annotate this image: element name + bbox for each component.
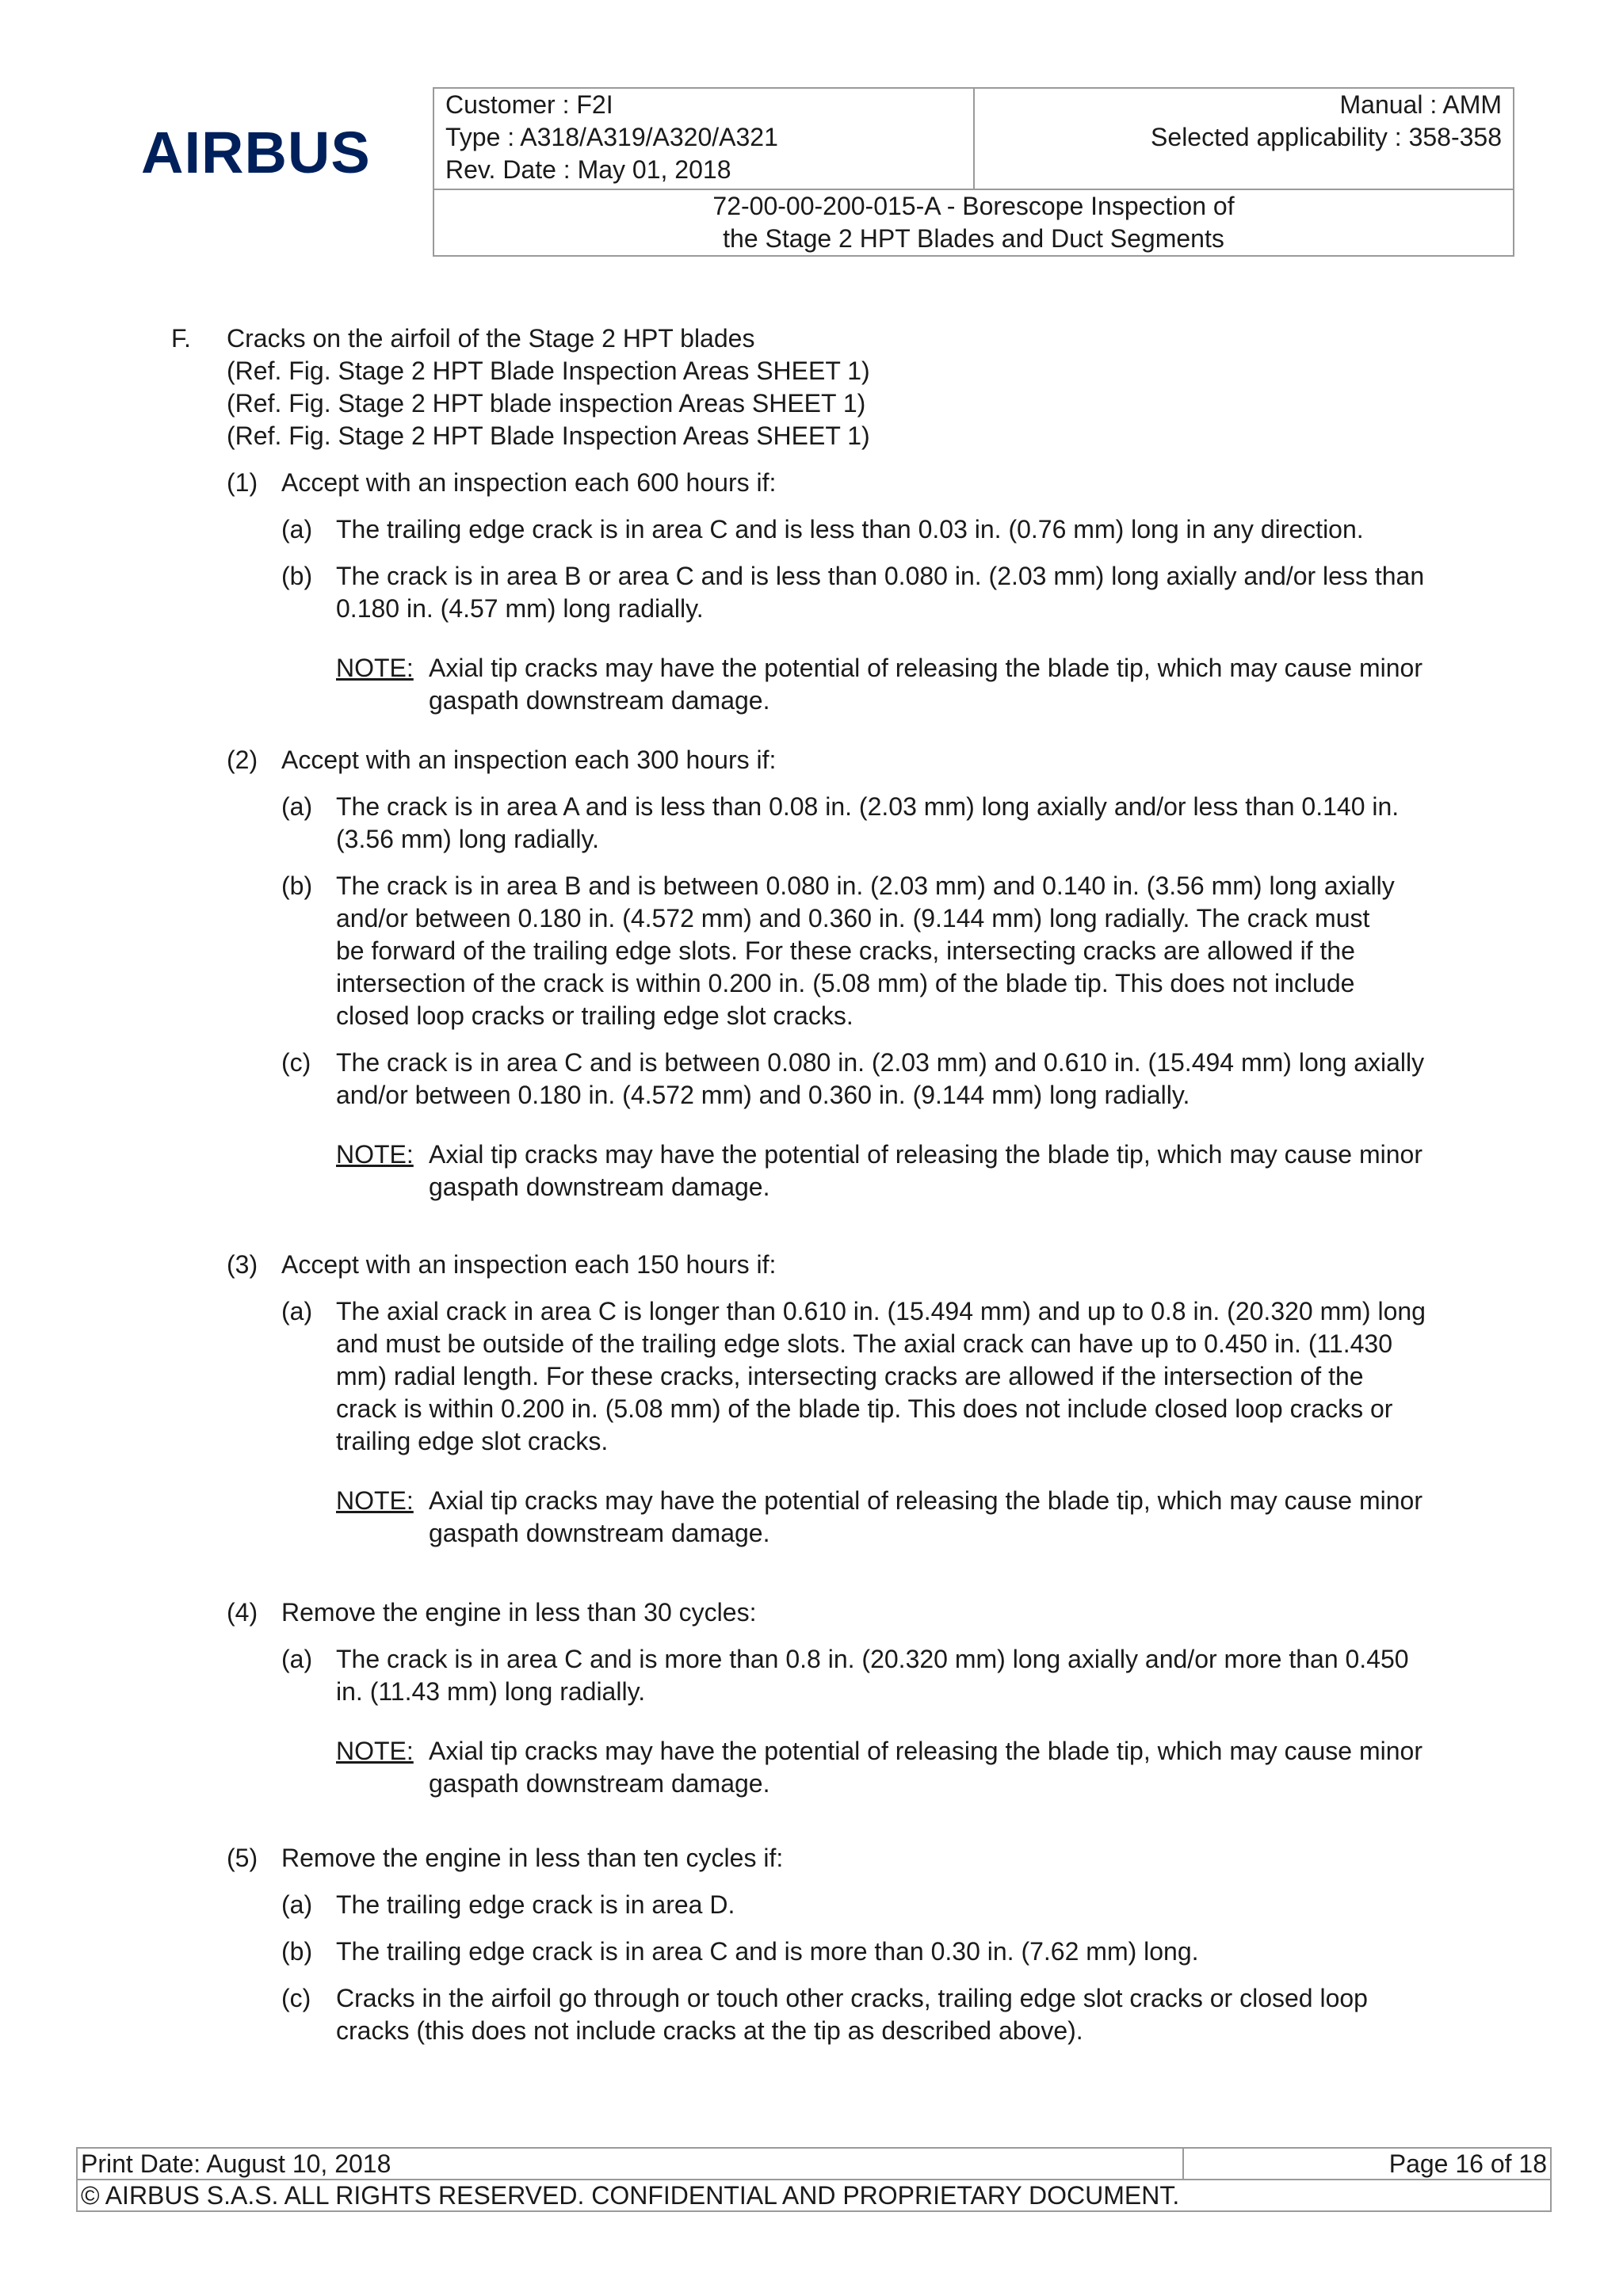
item-text: Remove the engine in less than 30 cycles: (281, 1598, 757, 1627)
subitem-text: and/or between 0.180 in. (4.572 mm) and 0.360 in. (9.144 mm) long radially. The crack must (336, 904, 1370, 933)
item-text: Accept with an inspection each 150 hours if: (281, 1250, 777, 1279)
section-ref: (Ref. Fig. Stage 2 HPT blade inspection Areas SHEET 1) (227, 389, 866, 418)
header-type: Type : A318/A319/A320/A321 (445, 123, 778, 151)
subitem-number: (b) (281, 1937, 313, 1966)
item-number: (3) (227, 1250, 258, 1279)
subitem-number: (a) (281, 792, 313, 821)
note-label: NOTE: (336, 1140, 414, 1169)
header-customer: Customer : F2I (445, 90, 613, 119)
footer-print-date: Print Date: August 10, 2018 (76, 2147, 1184, 2180)
item-number: (2) (227, 746, 258, 774)
section-ref: (Ref. Fig. Stage 2 HPT Blade Inspection Areas SHEET 1) (227, 357, 870, 385)
note-text: Axial tip cracks may have the potential of releasing the blade tip, which may cause minor (429, 1140, 1423, 1169)
header-applicability: Selected applicability : 358-358 (1151, 123, 1502, 151)
header-task-line1: 72-00-00-200-015-A - Borescope Inspection of (712, 192, 1235, 220)
airbus-logo: AIRBUS (141, 120, 371, 185)
header-rev-date: Rev. Date : May 01, 2018 (445, 155, 731, 184)
footer-page-number: Page 16 of 18 (1182, 2147, 1552, 2180)
item-number: (1) (227, 468, 258, 497)
section-title: Cracks on the airfoil of the Stage 2 HPT blades (227, 324, 755, 353)
subitem-text: in. (11.43 mm) long radially. (336, 1677, 646, 1706)
item-number: (5) (227, 1844, 258, 1872)
subitem-text: and must be outside of the trailing edge slots. The axial crack can have up to 0.450 in. (11.430 (336, 1329, 1392, 1358)
item-number: (4) (227, 1598, 258, 1627)
subitem-number: (b) (281, 562, 313, 590)
item-text: Accept with an inspection each 300 hours if: (281, 746, 777, 774)
header-manual-cell (973, 87, 1514, 190)
section-ref: (Ref. Fig. Stage 2 HPT Blade Inspection Areas SHEET 1) (227, 421, 870, 450)
subitem-text: (3.56 mm) long radially. (336, 825, 599, 853)
note-text: gaspath downstream damage. (429, 686, 770, 715)
subitem-text: crack is within 0.200 in. (5.08 mm) of the blade tip. This does not include closed loop cracks or (336, 1394, 1393, 1423)
note-label: NOTE: (336, 1486, 414, 1515)
note-text: gaspath downstream damage. (429, 1519, 770, 1547)
subitem-text: be forward of the trailing edge slots. For these cracks, intersecting cracks are allowed if the (336, 936, 1355, 965)
subitem-number: (a) (281, 515, 313, 543)
item-text: Remove the engine in less than ten cycles if: (281, 1844, 784, 1872)
subitem-text: closed loop cracks or trailing edge slot cracks. (336, 1001, 854, 1030)
subitem-text: The crack is in area B and is between 0.080 in. (2.03 mm) and 0.140 in. (3.56 mm) long axially (336, 871, 1395, 900)
subitem-text: mm) radial length. For these cracks, intersecting cracks are allowed if the intersection of the (336, 1362, 1364, 1390)
subitem-text: 0.180 in. (4.57 mm) long radially. (336, 594, 704, 623)
note-text: gaspath downstream damage. (429, 1769, 770, 1798)
subitem-text: The trailing edge crack is in area C and is more than 0.30 in. (7.62 mm) long. (336, 1937, 1199, 1966)
subitem-text: cracks (this does not include cracks at the tip as described above). (336, 2016, 1083, 2045)
subitem-text: The crack is in area C and is more than 0.8 in. (20.320 mm) long axially and/or more than 0.450 (336, 1645, 1409, 1673)
note-text: Axial tip cracks may have the potential of releasing the blade tip, which may cause minor (429, 1486, 1423, 1515)
subitem-number: (b) (281, 871, 313, 900)
subitem-text: The trailing edge crack is in area D. (336, 1890, 735, 1919)
subitem-number: (a) (281, 1645, 313, 1673)
subitem-text: intersection of the crack is within 0.200 in. (5.08 mm) of the blade tip. This does not include (336, 969, 1355, 997)
header-task-line2: the Stage 2 HPT Blades and Duct Segments (723, 224, 1224, 253)
subitem-number: (c) (281, 1984, 311, 2012)
subitem-text: and/or between 0.180 in. (4.572 mm) and 0.360 in. (9.144 mm) long radially. (336, 1081, 1190, 1109)
header-customer-cell (433, 87, 975, 190)
note-text: gaspath downstream damage. (429, 1173, 770, 1201)
subitem-text: The crack is in area A and is less than 0.08 in. (2.03 mm) long axially and/or less than 0.140 in. (336, 792, 1400, 821)
subitem-text: The crack is in area C and is between 0.080 in. (2.03 mm) and 0.610 in. (15.494 mm) long axially (336, 1048, 1425, 1077)
note-label: NOTE: (336, 1737, 414, 1765)
subitem-text: The crack is in area B or area C and is less than 0.080 in. (2.03 mm) long axially and/or less than (336, 562, 1425, 590)
subitem-number: (a) (281, 1297, 313, 1325)
subitem-text: Cracks in the airfoil go through or touch other cracks, trailing edge slot cracks or closed loop (336, 1984, 1368, 2012)
subitem-text: The trailing edge crack is in area C and is less than 0.03 in. (0.76 mm) long in any direction. (336, 515, 1364, 543)
note-text: Axial tip cracks may have the potential of releasing the blade tip, which may cause minor (429, 654, 1423, 682)
subitem-number: (c) (281, 1048, 311, 1077)
item-text: Accept with an inspection each 600 hours if: (281, 468, 777, 497)
subitem-number: (a) (281, 1890, 313, 1919)
note-text: Axial tip cracks may have the potential of releasing the blade tip, which may cause minor (429, 1737, 1423, 1765)
header-task-cell (433, 189, 1514, 257)
subitem-text: trailing edge slot cracks. (336, 1427, 609, 1455)
subitem-text: The axial crack in area C is longer than 0.610 in. (15.494 mm) and up to 0.8 in. (20.320 mm) long (336, 1297, 1426, 1325)
header-manual: Manual : AMM (1339, 90, 1502, 119)
footer-copyright: © AIRBUS S.A.S. ALL RIGHTS RESERVED. CONFIDENTIAL AND PROPRIETARY DOCUMENT. (76, 2179, 1552, 2212)
note-label: NOTE: (336, 654, 414, 682)
section-marker: F. (171, 324, 191, 353)
